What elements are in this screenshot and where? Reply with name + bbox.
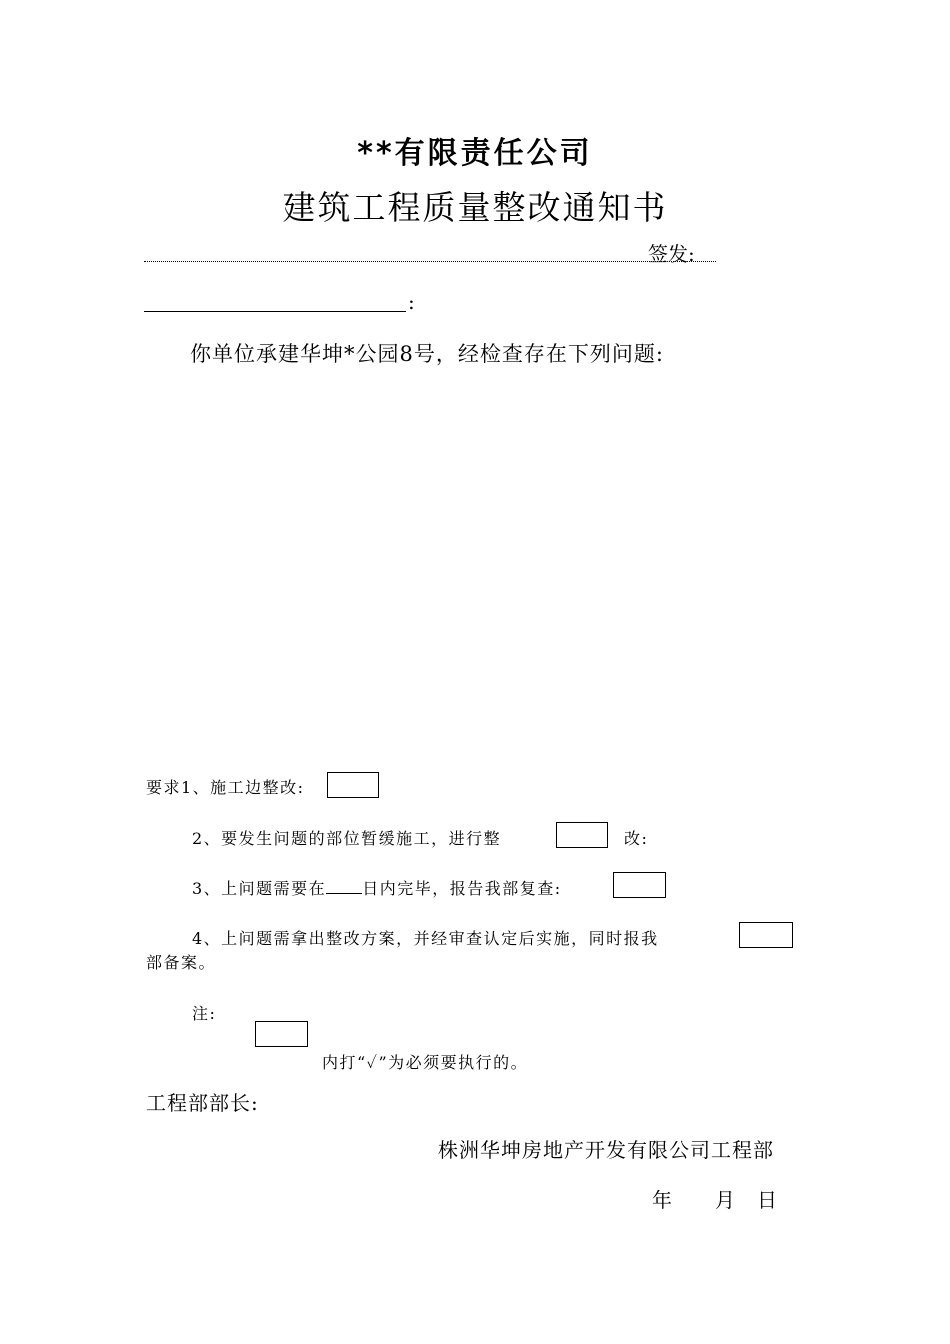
requirement-4-line1: 4、上问题需拿出整改方案，并经审查认定后实施，同时报我 xyxy=(192,929,659,948)
company-title: **有限责任公司 xyxy=(357,136,593,171)
note-example-checkbox xyxy=(255,1021,308,1047)
requirement-2-suffix: 改: xyxy=(624,829,649,848)
header-dotted-rule xyxy=(144,261,716,262)
issuing-organization: 株洲华坤房地产开发有限公司工程部 xyxy=(438,1138,774,1162)
requirement-3-suffix: 日内完毕，报告我部复查: xyxy=(362,879,562,898)
issue-date: 年 月 日 xyxy=(652,1188,778,1212)
note-text: 内打“✓”为必须要执行的。 xyxy=(322,1053,529,1072)
requirement-1-text: 要求1、施工边整改: xyxy=(146,778,305,797)
requirement-3-prefix: 3、上问题需要在 xyxy=(192,879,327,898)
days-blank[interactable] xyxy=(326,879,362,894)
note-label: 注: xyxy=(192,1004,217,1023)
addressee-colon: : xyxy=(408,290,415,314)
requirement-3-checkbox[interactable] xyxy=(613,872,666,898)
requirement-2-text: 2、要发生问题的部位暂缓施工，进行整 xyxy=(192,829,502,848)
manager-label: 工程部部长: xyxy=(146,1091,259,1115)
sign-label: 签发: xyxy=(648,242,695,266)
requirement-4-line2: 部备案。 xyxy=(146,953,217,972)
intro-text: 你单位承建华坤*公园8号，经检查存在下列问题: xyxy=(190,342,664,366)
requirement-2-checkbox[interactable] xyxy=(556,822,608,848)
addressee-blank-line xyxy=(144,311,406,312)
requirement-3-text xyxy=(192,876,562,899)
document-title: 建筑工程质量整改通知书 xyxy=(282,188,668,227)
requirement-4-checkbox[interactable] xyxy=(739,922,793,948)
requirement-1-checkbox[interactable] xyxy=(327,772,379,798)
